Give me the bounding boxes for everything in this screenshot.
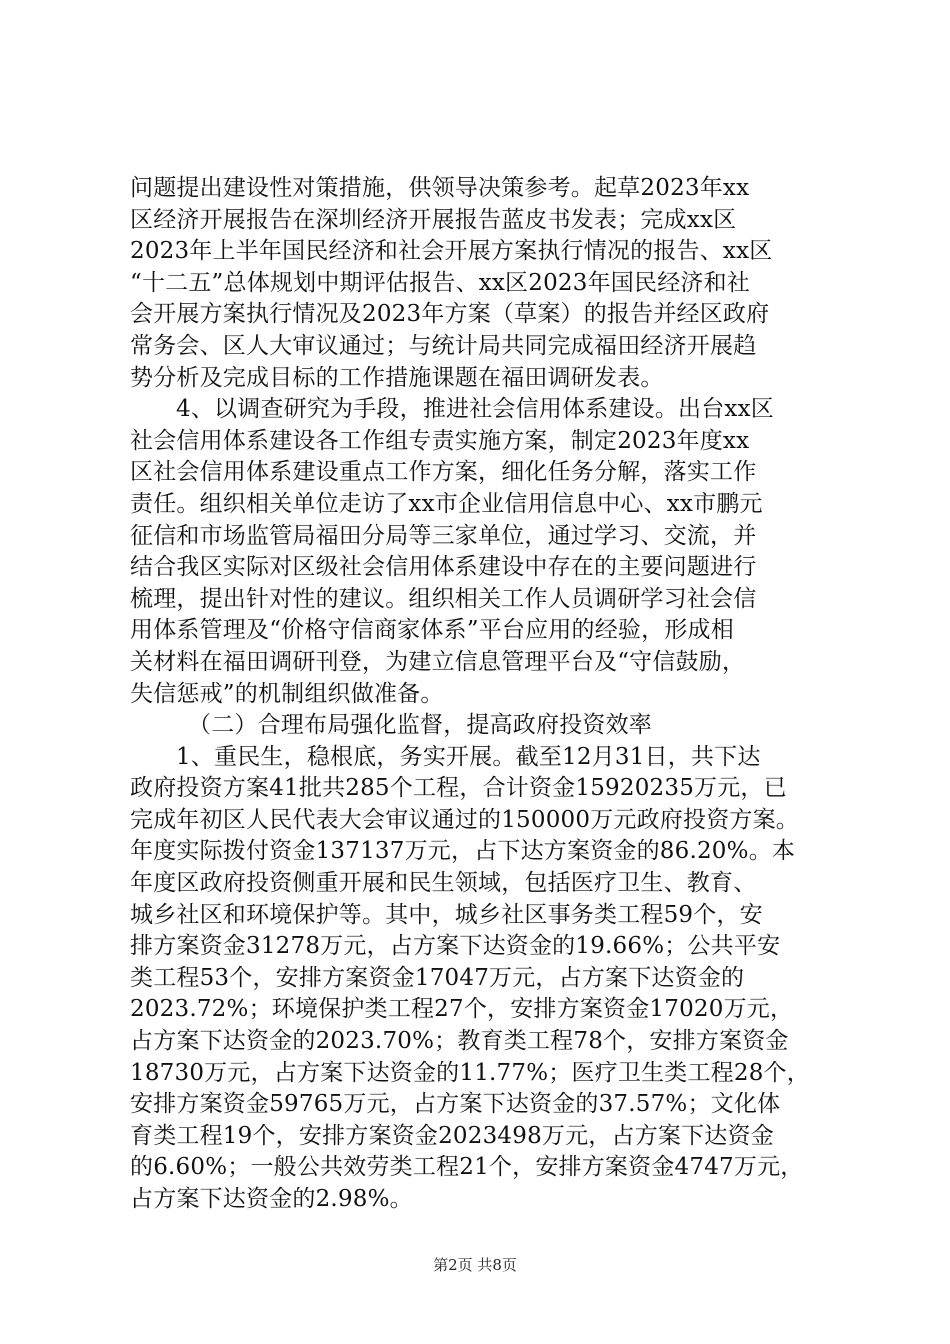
text-line: “十二五”总体规划中期评估报告、xx区2023年国民经济和社	[130, 269, 750, 296]
text-line: 区社会信用体系建设重点工作方案，细化任务分解，落实工作	[130, 459, 757, 486]
text-line: 政府投资方案41批共285个工程，合计资金15920235万元，已	[130, 775, 787, 802]
text-line: 18730万元，占方案下达资金的11.77%；医疗卫生类工程28个，	[130, 1059, 810, 1086]
text-line: 问题提出建设性对策措施，供领导决策参考。起草2023年xx	[130, 175, 750, 201]
text-line: 失信惩戒”的机制组织做准备。	[130, 680, 444, 707]
paragraph-first-line: 1、重民生，稳根底，务实开展。截至12月31日，共下达	[176, 743, 761, 770]
text-line: 占方案下达资金的2023.70%；教育类工程78个，安排方案资金	[130, 1028, 789, 1055]
text-line: 责任。组织相关单位走访了xx市企业信用信息中心、xx市鹏元	[130, 490, 763, 517]
text-line: 2023.72%；环境保护类工程27个，安排方案资金17020万元，	[130, 996, 794, 1023]
text-line: 会开展方案执行情况及2023年方案（草案）的报告并经区政府	[130, 301, 770, 328]
section-heading: （二）合理布局强化监督，提高政府投资效率	[188, 712, 652, 739]
text-line: 征信和市场监管局福田分局等三家单位，通过学习、交流，并	[130, 522, 757, 549]
text-line: 关材料在福田调研刊登，为建立信息管理平台及“守信鼓励，	[130, 648, 746, 675]
text-line: 安排方案资金59765万元，占方案下达资金的37.57%；文化体	[130, 1091, 781, 1118]
text-line: 年度区政府投资侧重开展和民生领域，包括医疗卫生、教育、	[130, 870, 757, 897]
text-line: 完成年初区人民代表大会审议通过的150000万元政府投资方案。	[130, 806, 799, 833]
text-line: 区经济开展报告在深圳经济开展报告蓝皮书发表；完成xx区	[130, 206, 737, 233]
text-line: 用体系管理及“价格守信商家体系”平台应用的经验，形成相	[130, 617, 734, 644]
paragraph-first-line: 4、以调查研究为手段，推进社会信用体系建设。出台xx区	[176, 396, 774, 423]
text-line: 城乡社区和环境保护等。其中，城乡社区事务类工程59个，安	[130, 901, 763, 928]
text-line: 常务会、区人大审议通过；与统计局共同完成福田经济开展趋	[130, 332, 757, 359]
document-body	[130, 173, 830, 1216]
text-line: 2023年上半年国民经济和社会开展方案执行情况的报告、xx区	[130, 238, 773, 265]
text-line: 梳理，提出针对性的建议。组织相关工作人员调研学习社会信	[130, 585, 757, 612]
page-number-footer: 第2页 共8页	[433, 1256, 517, 1274]
text-line: 类工程53个，安排方案资金17047万元，占方案下达资金的	[130, 964, 745, 991]
text-line: 育类工程19个，安排方案资金2023498万元，占方案下达资金	[130, 1122, 774, 1149]
text-line: 排方案资金31278万元，占方案下达资金的19.66%；公共平安	[130, 933, 781, 960]
text-line: 结合我区实际对区级社会信用体系建设中存在的主要问题进行	[130, 554, 757, 581]
text-line: 社会信用体系建设各工作组专责实施方案，制定2023年度xx	[130, 427, 750, 454]
text-line: 势分析及完成目标的工作措施课题在福田调研发表。	[130, 364, 664, 391]
text-line: 占方案下达资金的2.98%。	[130, 1186, 413, 1212]
text-line: 的6.60%；一般公共效劳类工程21个，安排方案资金4747万元，	[130, 1154, 804, 1181]
text-line: 年度实际拨付资金137137万元，占下达方案资金的86.20%。本	[130, 838, 796, 865]
